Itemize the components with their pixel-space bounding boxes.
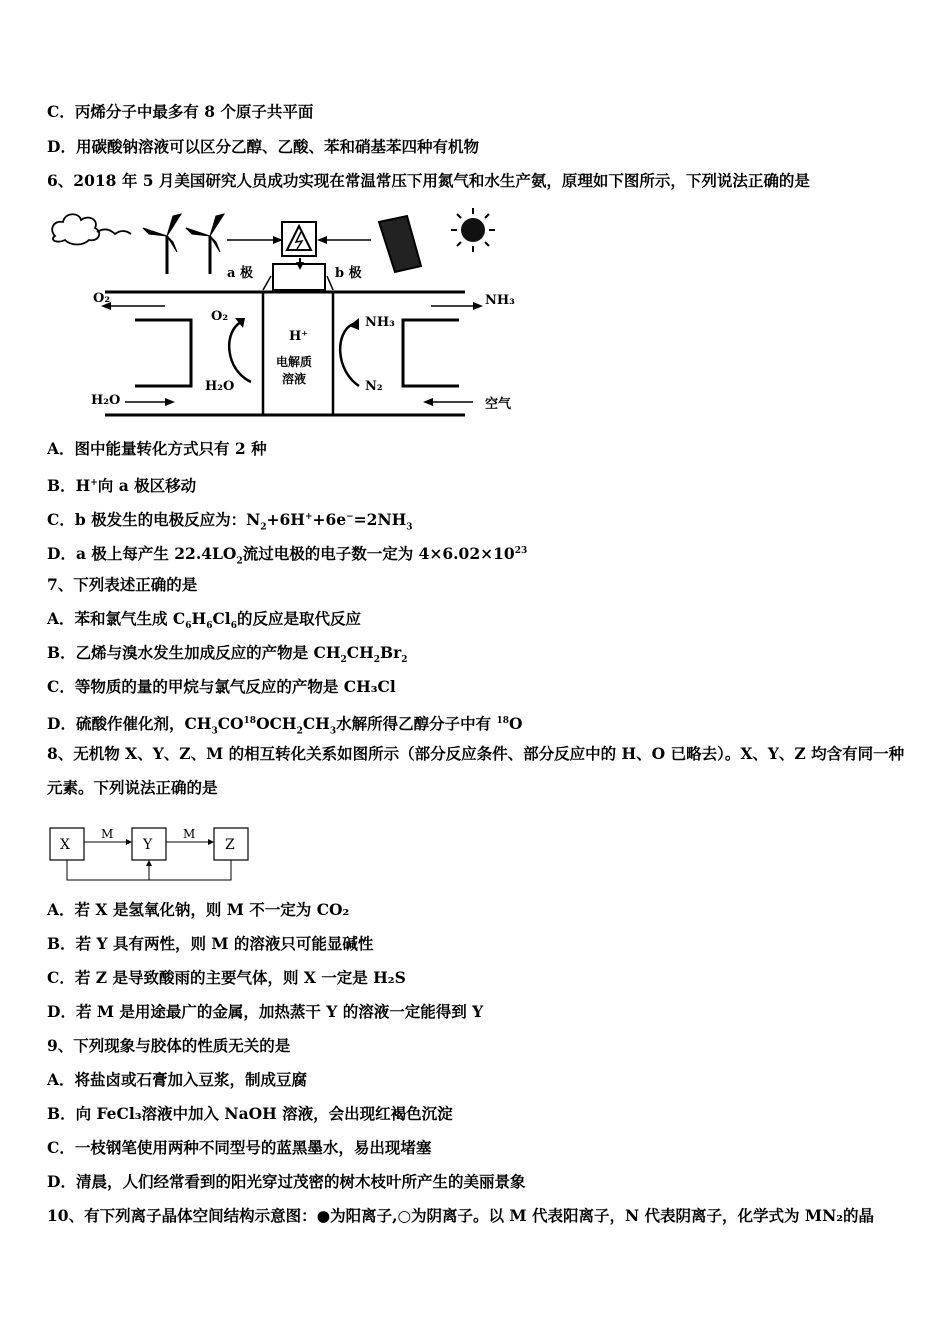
o2-product-label: O₂ xyxy=(211,309,229,324)
b-electrode-label: b 极 xyxy=(335,266,362,281)
question-7-stem: 7、下列表述正确的是 xyxy=(47,575,198,594)
option-6-prev-d: D．用碳酸钠溶液可以区分乙醇、乙酸、苯和硝基苯四种有机物 xyxy=(47,137,479,156)
air-label: 空气 xyxy=(485,397,512,412)
node-z: Z xyxy=(225,837,235,853)
conversion-diagram xyxy=(48,822,253,884)
electrolysis-diagram xyxy=(45,200,525,425)
q6-option-b: B．H+向 a 极区移动 xyxy=(47,476,197,496)
h2o-reactant-label: H₂O xyxy=(205,379,235,394)
power-source-icon xyxy=(282,222,316,256)
hplus-label: H⁺ xyxy=(289,329,309,344)
node-y: Y xyxy=(143,837,153,853)
q6-option-a: A．图中能量转化方式只有 2 种 xyxy=(47,439,267,458)
q9-option-d: D．清晨，人们经常看到的阳光穿过茂密的树木枝叶所产生的美丽景象 xyxy=(47,1172,526,1191)
wind-cloud-icon xyxy=(52,214,131,244)
nh3-out-label: NH₃ xyxy=(485,293,515,308)
q8-option-a: A．若 X 是氢氧化钠，则 M 不一定为 CO₂ xyxy=(47,900,350,919)
question-6-stem: 6、2018 年 5 月美国研究人员成功实现在常温常压下用氮气和水生产氨，原理如下图所示，下列说法正确的是 xyxy=(47,171,810,190)
q7-option-a: A．苯和氯气生成 $C_6H_6Cl_6$的反应是取代反应 xyxy=(47,609,361,632)
n2-reactant-label: N₂ xyxy=(365,379,383,394)
q8-option-d: D．若 M 是用途最广的金属，加热蒸干 Y 的溶液一定能得到 Y xyxy=(47,1002,484,1021)
question-9-stem: 9、下列现象与胶体的性质无关的是 xyxy=(47,1036,291,1055)
arrow-label-m2: M xyxy=(183,827,196,841)
a-electrode-label: a 极 xyxy=(227,266,253,281)
q7-option-c: C．等物质的量的甲烷与氯气反应的产物是 CH₃Cl xyxy=(47,677,396,696)
q9-option-b: B．向 FeCl₃溶液中加入 NaOH 溶液，会出现红褐色沉淀 xyxy=(47,1104,453,1123)
wind-turbine-icon xyxy=(143,214,224,274)
q8-option-c: C．若 Z 是导致酸雨的主要气体，则 X 一定是 H₂S xyxy=(47,968,406,987)
o2-out-label: O₂ xyxy=(93,291,111,306)
q7-option-d: D．硫酸作催化剂，$CH_3CO^{18}OCH_2CH_3$水解所得乙醇分子中有 $^{18}$O xyxy=(47,714,523,737)
arrow-label-m1: M xyxy=(101,827,114,841)
node-x: X xyxy=(60,837,70,853)
solar-panel-icon xyxy=(379,216,421,272)
nh3-product-label: NH₃ xyxy=(365,315,395,330)
electrolyte-label: 电解质 xyxy=(276,355,313,369)
question-8-stem: 8、无机物 X、Y、Z、M 的相互转化关系如图所示（部分反应条件、部分反应中的 H、O 已略去）。X、Y、Z 均含有同一种元素。下列说法正确的是 xyxy=(47,744,905,797)
q6-option-d: D．a 极上每产生 $22.4LO_2$流过电极的电子数一定为 $4\times 6.02\times 10^{23}$ xyxy=(47,544,528,567)
q7-option-b: B．乙烯与溴水发生加成反应的产物是 $CH_2CH_2Br_2$ xyxy=(47,643,408,666)
q9-option-c: C．一枝钢笔使用两种不同型号的蓝黑墨水，易出现堵塞 xyxy=(47,1138,432,1157)
option-6-prev-c: C．丙烯分子中最多有 8 个原子共平面 xyxy=(47,102,314,121)
sun-icon xyxy=(451,208,495,252)
h2o-in-label: H₂O xyxy=(91,393,121,408)
q9-option-a: A．将盐卤或石膏加入豆浆，制成豆腐 xyxy=(47,1070,308,1089)
q8-option-b: B．若 Y 具有两性，则 M 的溶液只可能显碱性 xyxy=(47,934,374,953)
q6-option-c: C．b 极发生的电极反应为：$N_2+6H^++6e^-=2NH_3$ xyxy=(47,510,413,533)
question-10-stem: 10、有下列离子晶体空间结构示意图：●为阳离子,○为阴离子。以 M 代表阳离子，N 代表阴离子，化学式为 MN₂的晶 xyxy=(47,1206,875,1225)
solution-label: 溶液 xyxy=(282,372,307,386)
